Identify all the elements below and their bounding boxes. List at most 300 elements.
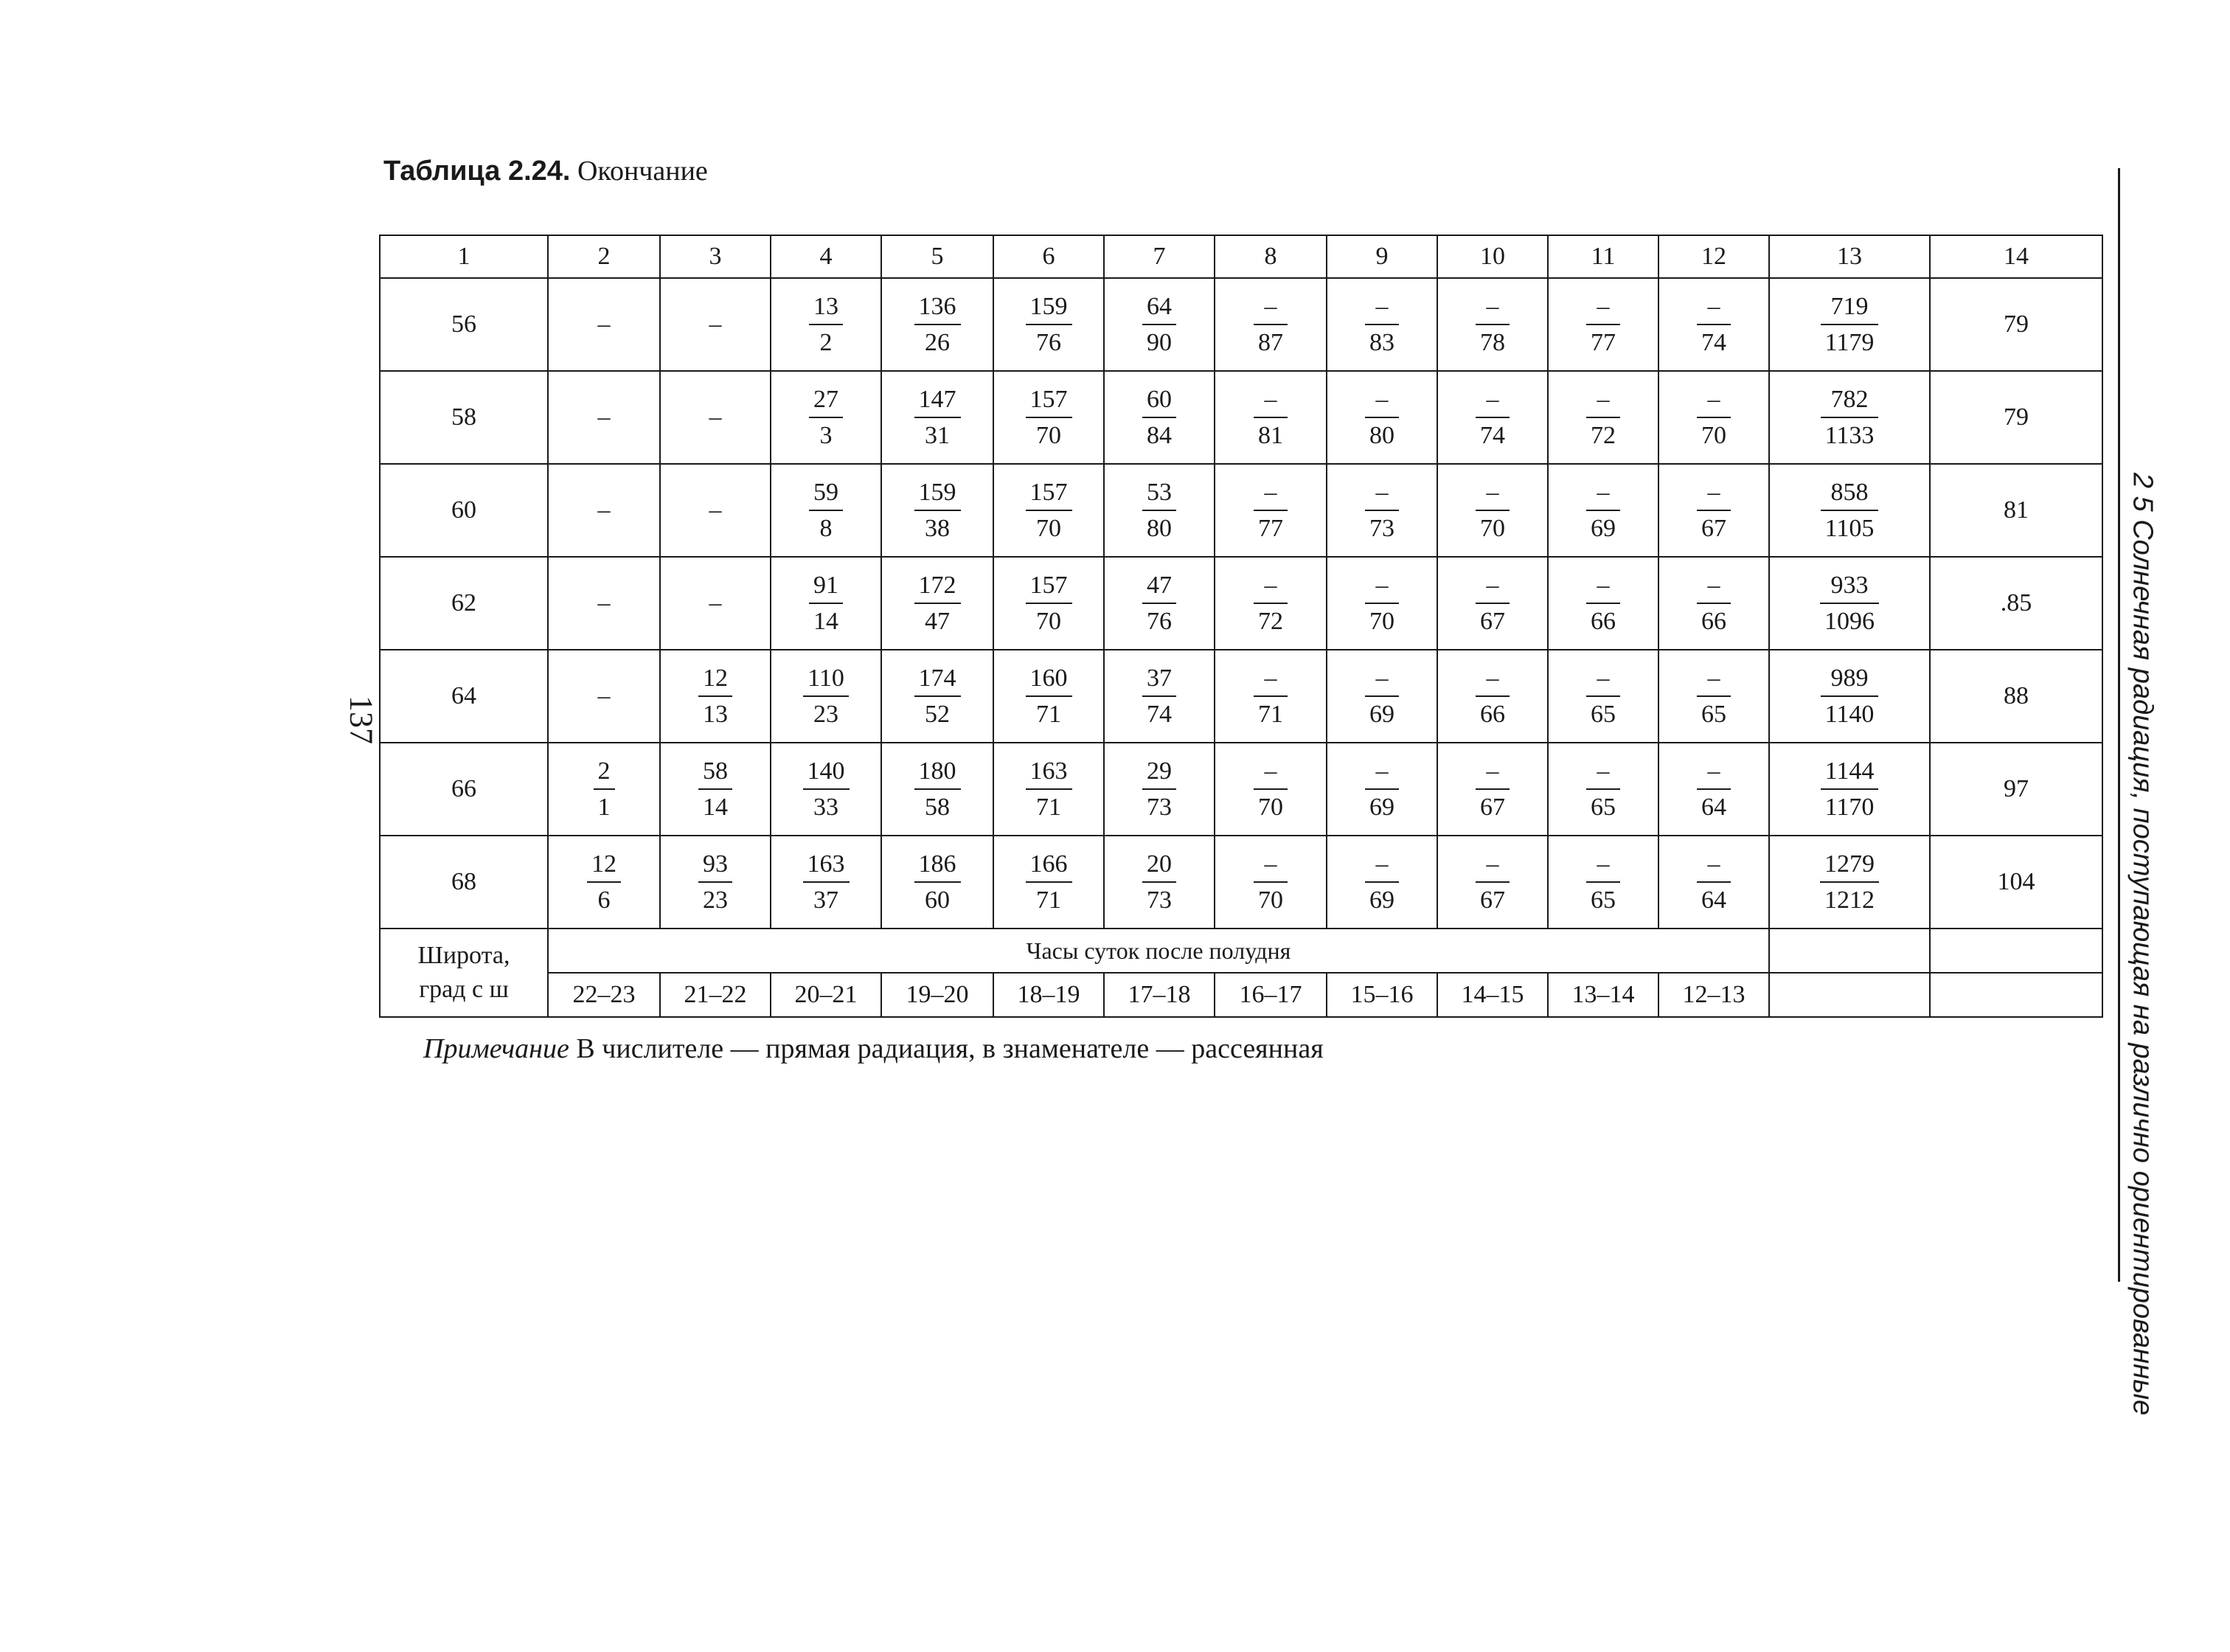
direct-radiation: – <box>1476 385 1510 418</box>
fraction <box>803 757 850 822</box>
column-number: 1 <box>380 235 548 278</box>
value-cell <box>993 464 1104 557</box>
column-number: 10 <box>1437 235 1548 278</box>
diffuse-radiation: 70 <box>1258 794 1283 821</box>
diffuse-radiation: 1105 <box>1824 515 1875 542</box>
diffuse-radiation: 70 <box>1036 422 1061 449</box>
value-cell <box>1215 743 1327 836</box>
fraction <box>1586 757 1620 822</box>
value-cell <box>1437 464 1548 557</box>
value-cell <box>1104 743 1215 836</box>
column-number: 3 <box>660 235 771 278</box>
radiation-table <box>379 235 2103 1018</box>
fraction <box>1697 850 1731 914</box>
direct-radiation: – <box>1254 292 1288 325</box>
hour-range-cell: 13–14 <box>1548 973 1658 1017</box>
diffuse-radiation: 76 <box>1036 329 1061 356</box>
latitude-cell: 58 <box>380 371 548 464</box>
fraction <box>1142 478 1176 543</box>
value-cell <box>993 278 1104 371</box>
column-number: 12 <box>1658 235 1769 278</box>
diffuse-radiation: 1 <box>597 794 611 821</box>
value-cell <box>1215 650 1327 743</box>
fraction <box>1476 850 1510 914</box>
direct-radiation: – <box>1365 757 1399 790</box>
page-number: 137 <box>343 695 380 744</box>
hour-range-cell: 18–19 <box>993 973 1104 1017</box>
value-cell <box>771 371 881 464</box>
hour-range-cell: 20–21 <box>771 973 881 1017</box>
direct-radiation: – <box>1476 850 1510 883</box>
value-cell <box>1769 836 1930 929</box>
direct-radiation: – <box>1476 664 1510 697</box>
direct-radiation: 159 <box>914 478 961 511</box>
value-cell <box>1104 650 1215 743</box>
diffuse-radiation: 70 <box>1369 608 1394 635</box>
direct-radiation: – <box>1476 292 1510 325</box>
value-cell <box>1104 836 1215 929</box>
value-cell <box>1658 371 1769 464</box>
diffuse-radiation: 23 <box>813 701 838 728</box>
total-cell: 79 <box>1930 371 2102 464</box>
fraction <box>914 292 961 357</box>
direct-radiation: – <box>1254 478 1288 511</box>
value-cell <box>1658 557 1769 650</box>
column-number: 4 <box>771 235 881 278</box>
direct-radiation: 64 <box>1142 292 1176 325</box>
fraction <box>1026 478 1072 543</box>
value-cell <box>1437 743 1548 836</box>
direct-radiation: 186 <box>914 850 961 883</box>
empty-cell: – <box>548 557 660 650</box>
direct-radiation: – <box>1254 850 1288 883</box>
value-cell <box>881 557 993 650</box>
diffuse-radiation: 13 <box>703 701 728 728</box>
fraction <box>1365 292 1399 357</box>
diffuse-radiation: 69 <box>1369 794 1394 821</box>
diffuse-radiation: 73 <box>1369 515 1394 542</box>
fraction <box>914 478 961 543</box>
table-caption-suffix: Окончание <box>570 156 708 187</box>
fraction <box>803 664 849 729</box>
direct-radiation: – <box>1697 571 1731 604</box>
fraction <box>809 385 843 450</box>
value-cell <box>1548 557 1658 650</box>
latitude-cell: 60 <box>380 464 548 557</box>
running-head: 2 5 Солнечная радиация, поступающая на различно ориентированные <box>2127 472 2158 1416</box>
column-number: 8 <box>1215 235 1327 278</box>
hour-range-cell: 19–20 <box>881 973 993 1017</box>
fraction <box>1821 385 1879 450</box>
diffuse-radiation: 70 <box>1701 422 1726 449</box>
direct-radiation: – <box>1697 478 1731 511</box>
fraction <box>1476 571 1510 636</box>
value-cell <box>993 836 1104 929</box>
direct-radiation: – <box>1586 664 1620 697</box>
diffuse-radiation: 74 <box>1147 701 1172 728</box>
diffuse-radiation: 14 <box>703 794 728 821</box>
diffuse-radiation: 14 <box>813 608 838 635</box>
diffuse-radiation: 67 <box>1701 515 1726 542</box>
direct-radiation: – <box>1365 850 1399 883</box>
fraction <box>1586 292 1620 357</box>
diffuse-radiation: 77 <box>1258 515 1283 542</box>
table-row <box>380 278 2102 371</box>
direct-radiation: – <box>1365 385 1399 418</box>
diffuse-radiation: 80 <box>1369 422 1394 449</box>
empty-cell: – <box>548 371 660 464</box>
table-caption-label: Таблица 2.24. <box>383 156 571 187</box>
fraction <box>1820 571 1879 636</box>
fraction <box>1254 571 1288 636</box>
value-cell <box>1327 743 1437 836</box>
direct-radiation: 174 <box>914 664 961 697</box>
fraction <box>1821 664 1879 729</box>
value-cell <box>1769 464 1930 557</box>
direct-radiation: – <box>1697 850 1731 883</box>
header-row <box>380 235 2102 278</box>
direct-radiation: 157 <box>1026 385 1072 418</box>
direct-radiation: 13 <box>809 292 843 325</box>
value-cell <box>1437 836 1548 929</box>
value-cell <box>1327 464 1437 557</box>
direct-radiation: 93 <box>698 850 732 883</box>
diffuse-radiation: 6 <box>597 886 611 914</box>
fraction <box>1254 664 1288 729</box>
direct-radiation: 858 <box>1821 478 1879 511</box>
fraction <box>1365 571 1399 636</box>
diffuse-radiation: 72 <box>1591 422 1616 449</box>
fraction <box>1821 292 1879 357</box>
value-cell <box>1658 464 1769 557</box>
fraction <box>1697 757 1731 822</box>
diffuse-radiation: 64 <box>1701 886 1726 914</box>
diffuse-radiation: 1096 <box>1824 608 1875 635</box>
value-cell <box>1215 464 1327 557</box>
value-cell <box>1769 371 1930 464</box>
fraction <box>1026 850 1072 914</box>
diffuse-radiation: 3 <box>819 422 833 449</box>
diffuse-radiation: 76 <box>1147 608 1172 635</box>
value-cell <box>1327 278 1437 371</box>
value-cell <box>1327 650 1437 743</box>
value-cell <box>771 278 881 371</box>
fraction <box>587 850 621 914</box>
fraction <box>1476 385 1510 450</box>
value-cell <box>548 743 660 836</box>
diffuse-radiation: 73 <box>1147 886 1172 914</box>
diffuse-radiation: 38 <box>925 515 950 542</box>
value-cell <box>1327 371 1437 464</box>
value-cell <box>881 371 993 464</box>
fraction <box>1586 385 1620 450</box>
value-cell <box>1437 371 1548 464</box>
direct-radiation: 166 <box>1026 850 1072 883</box>
value-cell <box>1437 278 1548 371</box>
direct-radiation: 58 <box>698 757 732 790</box>
value-cell <box>1548 278 1658 371</box>
fraction <box>1365 478 1399 543</box>
value-cell <box>1769 557 1930 650</box>
value-cell <box>1658 650 1769 743</box>
direct-radiation: – <box>1697 292 1731 325</box>
direct-radiation: 933 <box>1820 571 1879 604</box>
value-cell <box>548 836 660 929</box>
direct-radiation: 172 <box>914 571 961 604</box>
fraction <box>1586 664 1620 729</box>
fraction <box>1697 478 1731 543</box>
diffuse-radiation: 70 <box>1036 608 1061 635</box>
value-cell <box>1104 278 1215 371</box>
latitude-cell: 66 <box>380 743 548 836</box>
value-cell <box>1658 278 1769 371</box>
column-number: 14 <box>1930 235 2102 278</box>
value-cell <box>1769 650 1930 743</box>
diffuse-radiation: 78 <box>1480 329 1505 356</box>
diffuse-radiation: 80 <box>1147 515 1172 542</box>
column-number: 6 <box>993 235 1104 278</box>
diffuse-radiation: 64 <box>1701 794 1726 821</box>
direct-radiation: 163 <box>1026 757 1072 790</box>
direct-radiation: – <box>1476 571 1510 604</box>
running-head-rule <box>2118 168 2120 1282</box>
empty-cell: – <box>660 371 771 464</box>
direct-radiation: 1144 <box>1821 757 1879 790</box>
direct-radiation: 1279 <box>1820 850 1879 883</box>
fraction <box>809 478 843 543</box>
fraction <box>1586 850 1620 914</box>
fraction <box>1697 292 1731 357</box>
latitude-cell: 64 <box>380 650 548 743</box>
direct-radiation: 60 <box>1142 385 1176 418</box>
hour-range-cell: 12–13 <box>1658 973 1769 1017</box>
fraction <box>1476 292 1510 357</box>
latitude-label-line: Широта, <box>417 942 510 970</box>
fraction <box>1026 664 1072 729</box>
diffuse-radiation: 65 <box>1591 886 1616 914</box>
diffuse-radiation: 26 <box>925 329 950 356</box>
direct-radiation: 91 <box>809 571 843 604</box>
value-cell <box>1327 557 1437 650</box>
table-body <box>380 235 2102 1017</box>
value-cell <box>993 743 1104 836</box>
direct-radiation: 47 <box>1142 571 1176 604</box>
value-cell <box>771 464 881 557</box>
fraction <box>1026 292 1072 357</box>
value-cell <box>881 650 993 743</box>
value-cell <box>993 650 1104 743</box>
direct-radiation: 2 <box>594 757 615 790</box>
value-cell <box>1215 557 1327 650</box>
direct-radiation: 53 <box>1142 478 1176 511</box>
value-cell <box>1215 836 1327 929</box>
column-number: 5 <box>881 235 993 278</box>
latitude-cell: 56 <box>380 278 548 371</box>
latitude-label-line: град с ш <box>419 976 509 1003</box>
fraction <box>1142 292 1176 357</box>
direct-radiation: 12 <box>587 850 621 883</box>
value-cell <box>1769 743 1930 836</box>
fraction <box>1476 664 1510 729</box>
table-caption <box>383 155 708 187</box>
diffuse-radiation: 71 <box>1036 886 1061 914</box>
diffuse-radiation: 69 <box>1591 515 1616 542</box>
value-cell <box>1548 836 1658 929</box>
table-row <box>380 464 2102 557</box>
fraction <box>1254 385 1288 450</box>
diffuse-radiation: 70 <box>1036 515 1061 542</box>
fraction <box>803 850 850 914</box>
value-cell <box>881 743 993 836</box>
diffuse-radiation: 83 <box>1369 329 1394 356</box>
direct-radiation: – <box>1365 292 1399 325</box>
diffuse-radiation: 66 <box>1480 701 1505 728</box>
fraction <box>1821 478 1879 543</box>
diffuse-radiation: 58 <box>925 794 950 821</box>
table-row <box>380 371 2102 464</box>
empty-cell: – <box>548 650 660 743</box>
value-cell <box>1548 371 1658 464</box>
diffuse-radiation: 1140 <box>1824 701 1875 728</box>
value-cell <box>1215 371 1327 464</box>
direct-radiation: 37 <box>1142 664 1176 697</box>
direct-radiation: 29 <box>1142 757 1176 790</box>
fraction <box>1026 571 1072 636</box>
diffuse-radiation: 2 <box>819 329 833 356</box>
diffuse-radiation: 67 <box>1480 886 1505 914</box>
value-cell <box>771 743 881 836</box>
direct-radiation: – <box>1586 850 1620 883</box>
fraction <box>1697 664 1731 729</box>
diffuse-radiation: 47 <box>925 608 950 635</box>
latitude-cell: 62 <box>380 557 548 650</box>
fraction <box>809 292 843 357</box>
fraction <box>1697 385 1731 450</box>
diffuse-radiation: 72 <box>1258 608 1283 635</box>
fraction <box>1142 385 1176 450</box>
value-cell <box>1658 743 1769 836</box>
value-cell <box>993 371 1104 464</box>
direct-radiation: – <box>1365 664 1399 697</box>
value-cell <box>771 836 881 929</box>
hour-range-cell: 22–23 <box>548 973 660 1017</box>
diffuse-radiation: 65 <box>1701 701 1726 728</box>
diffuse-radiation: 77 <box>1591 329 1616 356</box>
diffuse-radiation: 74 <box>1480 422 1505 449</box>
diffuse-radiation: 1212 <box>1824 886 1875 914</box>
value-cell <box>1548 464 1658 557</box>
note-label: Примечание <box>423 1033 569 1064</box>
direct-radiation: – <box>1586 478 1620 511</box>
diffuse-radiation: 66 <box>1591 608 1616 635</box>
empty-cell: – <box>660 557 771 650</box>
fraction <box>1821 757 1879 822</box>
direct-radiation: 27 <box>809 385 843 418</box>
hour-range-cell: 15–16 <box>1327 973 1437 1017</box>
diffuse-radiation: 71 <box>1036 794 1061 821</box>
diffuse-radiation: 71 <box>1258 701 1283 728</box>
diffuse-radiation: 71 <box>1036 701 1061 728</box>
value-cell <box>1437 650 1548 743</box>
fraction <box>698 850 732 914</box>
fraction <box>1586 571 1620 636</box>
total-cell: 97 <box>1930 743 2102 836</box>
fraction <box>1254 292 1288 357</box>
direct-radiation: – <box>1586 571 1620 604</box>
diffuse-radiation: 67 <box>1480 608 1505 635</box>
diffuse-radiation: 33 <box>813 794 838 821</box>
value-cell <box>881 278 993 371</box>
diffuse-radiation: 1170 <box>1824 794 1875 821</box>
direct-radiation: – <box>1254 757 1288 790</box>
value-cell <box>1104 371 1215 464</box>
hour-range-cell: 14–15 <box>1437 973 1548 1017</box>
fraction <box>914 385 961 450</box>
direct-radiation: 140 <box>803 757 850 790</box>
direct-radiation: – <box>1476 478 1510 511</box>
total-cell: 81 <box>1930 464 2102 557</box>
direct-radiation: – <box>1365 478 1399 511</box>
value-cell <box>1215 278 1327 371</box>
diffuse-radiation: 67 <box>1480 794 1505 821</box>
hour-range-cell: 21–22 <box>660 973 771 1017</box>
fraction <box>1476 478 1510 543</box>
table-row <box>380 836 2102 929</box>
value-cell <box>1548 650 1658 743</box>
table-row <box>380 650 2102 743</box>
fraction <box>1142 850 1176 914</box>
value-cell <box>660 836 771 929</box>
hours-row <box>380 973 2102 1017</box>
fraction <box>1476 757 1510 822</box>
direct-radiation: 163 <box>803 850 850 883</box>
fraction <box>1820 850 1879 914</box>
value-cell <box>1769 278 1930 371</box>
blank-cell <box>1930 929 2102 973</box>
direct-radiation: – <box>1254 664 1288 697</box>
hours-label: Часы суток после полудня <box>548 929 1769 973</box>
blank-cell <box>1769 929 1930 973</box>
direct-radiation: 157 <box>1026 478 1072 511</box>
fraction <box>1254 478 1288 543</box>
column-number: 11 <box>1548 235 1658 278</box>
direct-radiation: – <box>1586 292 1620 325</box>
direct-radiation: 12 <box>698 664 732 697</box>
value-cell <box>881 464 993 557</box>
fraction <box>698 757 732 822</box>
value-cell <box>1104 464 1215 557</box>
fraction <box>1365 664 1399 729</box>
value-cell <box>771 557 881 650</box>
fraction <box>914 664 961 729</box>
fraction <box>1254 850 1288 914</box>
column-number: 9 <box>1327 235 1437 278</box>
blank-cell <box>1769 973 1930 1017</box>
diffuse-radiation: 74 <box>1701 329 1726 356</box>
total-cell: 104 <box>1930 836 2102 929</box>
diffuse-radiation: 65 <box>1591 794 1616 821</box>
diffuse-radiation: 84 <box>1147 422 1172 449</box>
fraction <box>1142 664 1176 729</box>
direct-radiation: 136 <box>914 292 961 325</box>
fraction <box>1365 757 1399 822</box>
empty-cell: – <box>660 278 771 371</box>
direct-radiation: 989 <box>1821 664 1879 697</box>
hour-range-cell: 16–17 <box>1215 973 1327 1017</box>
empty-cell: – <box>548 278 660 371</box>
total-cell: 88 <box>1930 650 2102 743</box>
hour-range-cell: 17–18 <box>1104 973 1215 1017</box>
